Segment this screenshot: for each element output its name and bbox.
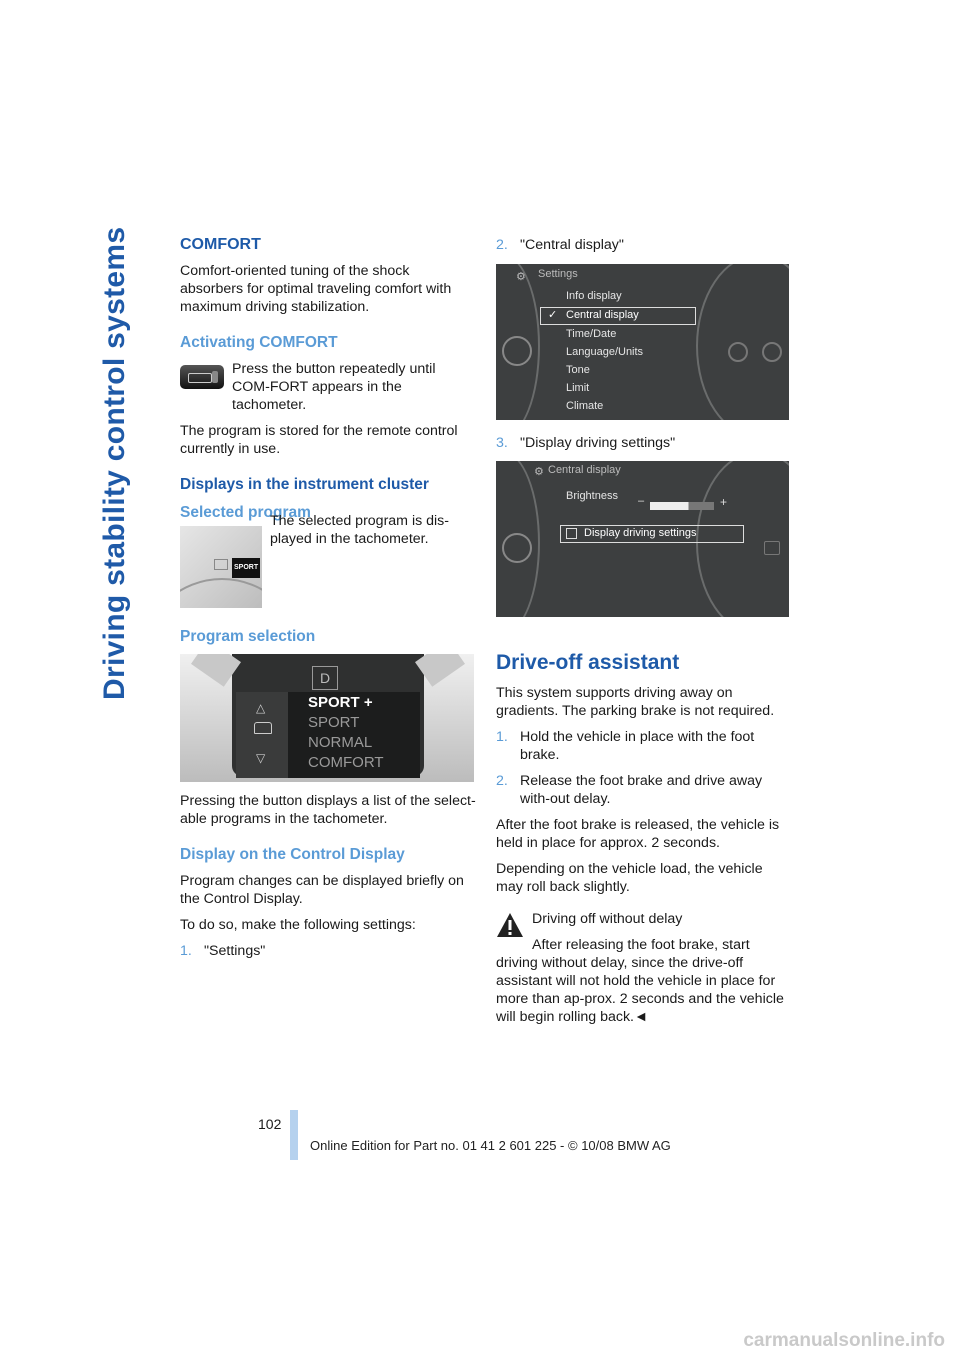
brightness-plus: + [720, 495, 728, 509]
central-display-gear-icon: ⚙ [534, 466, 544, 478]
pressing-text: Pressing the button displays a list of the select-able programs in the tachometer. [180, 793, 476, 827]
todo-text: To do so, make the following settings: [180, 917, 416, 933]
warning-block [496, 910, 792, 1026]
up-arrow-icon: △ [256, 701, 266, 715]
menu-item-central-display: Central display [566, 309, 639, 321]
check-icon: ✓ [548, 309, 558, 321]
program-item-3: NORMAL [308, 734, 373, 751]
drive-step-2-text: Release the foot brake and drive away with-out delay. [520, 773, 763, 807]
vehicle-load-text: Depending on the vehicle load, the vehicle may roll back slightly. [496, 861, 763, 895]
central-display-screenshot [496, 461, 789, 617]
activating-heading: Activating COMFORT [180, 334, 338, 351]
activating-text: Press the button repeatedly until COM-FORT appears in the tachometer. [232, 361, 436, 413]
program-selection-image [180, 654, 474, 782]
edition-text: Online Edition for Part no. 01 41 2 601 225 - © 10/08 BMW AG [310, 1138, 671, 1153]
step-2-text: "Central display" [520, 237, 624, 253]
tachometer-thumbnail [180, 526, 262, 608]
menu-item-limit: Limit [566, 382, 590, 394]
activating-block [180, 360, 476, 422]
gear-indicator: D [312, 666, 338, 690]
car-icon [254, 722, 272, 734]
control-display-heading: Display on the Control Display [180, 846, 405, 863]
step-1-text: "Settings" [204, 943, 266, 959]
step-3-number: 3. [496, 435, 508, 451]
step-3 [496, 434, 792, 452]
warning-title: Driving off without delay [532, 911, 683, 927]
right-column [496, 236, 792, 262]
side-section-title [98, 220, 158, 700]
central-display-title: Central display [548, 464, 621, 476]
menu-item-tone: Tone [566, 364, 590, 376]
program-item-1: SPORT + [308, 694, 373, 711]
right-button-icon [764, 541, 780, 555]
warning-triangle-icon [496, 912, 524, 940]
checkbox-icon [566, 528, 577, 539]
brightness-label: Brightness [566, 490, 618, 502]
step-3-text: "Display driving settings" [520, 435, 676, 451]
drive-off-section [496, 651, 792, 1034]
program-selection-heading: Program selection [180, 628, 316, 645]
selected-program-block [180, 513, 476, 622]
sport-badge: SPORT [232, 558, 260, 578]
control-display-text: Program changes can be displayed briefly on the Control Display. [180, 873, 464, 907]
program-item-4: COMFORT [308, 754, 384, 771]
stored-text: The program is stored for the remote control currently in use. [180, 423, 458, 457]
controller-knob-icon [502, 336, 532, 366]
left-column [180, 236, 476, 968]
step-2-number: 2. [496, 237, 508, 253]
menu-item-language-units: Language/Units [566, 346, 644, 358]
settings-menu-title: Settings [538, 268, 578, 280]
step-1 [180, 942, 476, 960]
drive-off-heading: Drive-off assistant [496, 651, 680, 674]
step-3-block [496, 434, 792, 460]
brightness-minus: – [638, 495, 645, 507]
drive-step-1-text: Hold the vehicle in place with the foot brake. [520, 729, 755, 763]
comfort-text: Comfort-oriented tuning of the shock absorbers for optimal traveling comfort with maximum driving stabilization. [180, 263, 452, 315]
menu-item-info-display: Info display [566, 290, 622, 302]
comfort-heading: COMFORT [180, 236, 261, 253]
display-driving-settings-option: Display driving settings [584, 527, 697, 539]
selected-program-heading: Selected program [180, 504, 311, 521]
warning-text: After releasing the foot brake, start driving without delay, since the drive-off assistant will not hold the vehicle in place for more than ap-prox. 2 seconds and the vehicle will begin rolling back.◄ [496, 937, 784, 1025]
down-arrow-icon: ▽ [256, 751, 266, 765]
page-number: 102 [258, 1116, 282, 1132]
step-1-number: 1. [180, 943, 192, 959]
drive-step-1 [496, 728, 792, 764]
far-right-knob-icon [762, 342, 782, 362]
program-item-2: SPORT [308, 714, 360, 731]
drive-step-2 [496, 772, 792, 808]
footer-accent-bar [290, 1110, 298, 1160]
settings-menu-screenshot [496, 264, 789, 420]
side-title-text: Driving stability control systems [98, 226, 131, 700]
drive-step-1-number: 1. [496, 729, 508, 745]
comfort-button-image [180, 365, 224, 389]
settings-gear-icon: ⚙ [516, 271, 526, 283]
selected-program-text: The selected program is dis-played in the tachometer. [270, 513, 449, 547]
brightness-slider [650, 502, 714, 510]
watermark: carmanualsonline.info [743, 1330, 945, 1351]
controller-knob-icon-2 [502, 533, 532, 563]
step-2 [496, 236, 792, 254]
displays-heading: Displays in the instrument cluster [180, 476, 429, 493]
menu-item-climate: Climate [566, 400, 604, 412]
drive-step-2-number: 2. [496, 773, 508, 789]
menu-item-time-date: Time/Date [566, 328, 617, 340]
drive-off-text: This system supports driving away on gradients. The parking brake is not required. [496, 685, 775, 719]
after-release-text: After the foot brake is released, the vehicle is held in place for approx. 2 seconds. [496, 817, 780, 851]
right-knob-icon [728, 342, 748, 362]
